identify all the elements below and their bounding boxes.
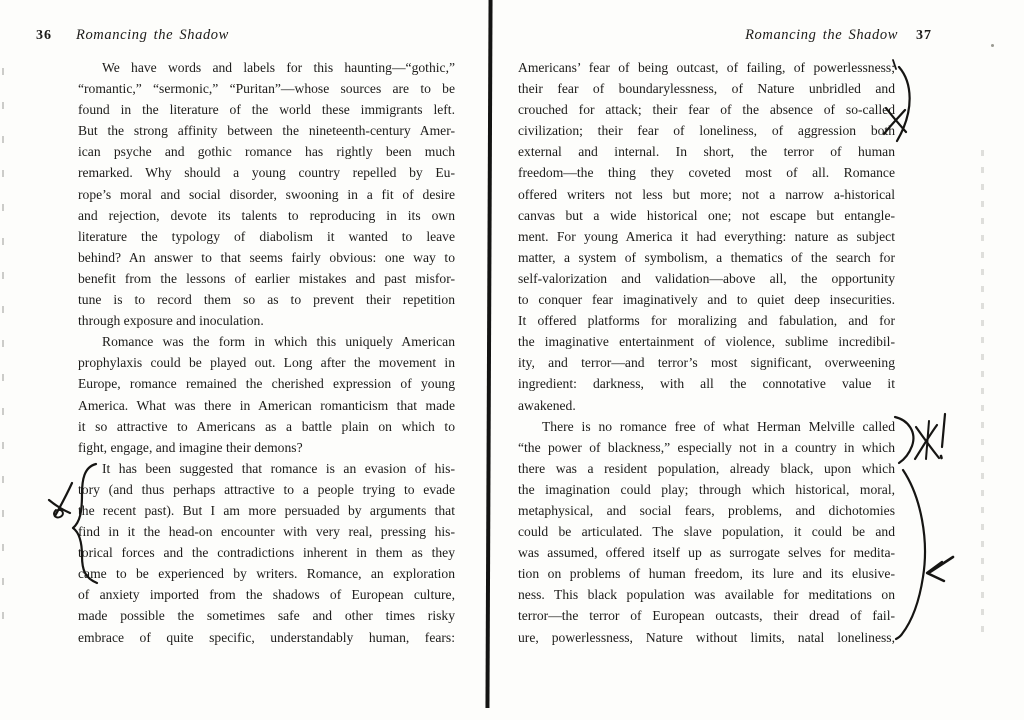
right-mid-x-annotation	[926, 421, 929, 459]
left-page-number: 36	[36, 28, 52, 43]
left-running-title: Romancing the Shadow	[76, 27, 229, 43]
text-line: through exposure and inoculation.	[78, 313, 264, 329]
text-line: It offered platforms for moralizing and fabulation, and for	[518, 313, 895, 329]
right-page-running-head	[745, 27, 932, 44]
right-top-paren-annotation	[897, 67, 910, 141]
text-line: and rejection, devote its talents to reproducing in its own	[78, 207, 455, 223]
text-line: Europe, romance remained the cherished expression of young	[78, 376, 455, 392]
text-line: Americans’ fear of being outcast, of failing, of powerlessness;	[518, 60, 895, 75]
text-line: embrace of quite specific, understandably human, fears:	[78, 629, 455, 645]
right-exclamation-annotation	[941, 456, 942, 458]
right-arrow-annotation	[927, 562, 944, 581]
right-mid-x-annotation	[915, 425, 937, 459]
left-page-running-head	[36, 27, 229, 44]
right-arrow-annotation	[930, 557, 953, 572]
text-line: the imaginative entertainment of violence, sublime incredibil-	[518, 334, 895, 350]
text-line: rope’s moral and social disorder, swooning in a fit of desire	[78, 186, 455, 202]
left-margin-x-annotation	[49, 500, 70, 513]
text-line: But the strong affinity between the nineteenth-century Amer-	[78, 123, 455, 139]
text-line: “romantic,” “sermonic,” “Puritan”—whose sources are to be	[78, 81, 455, 97]
text-line: terror—the terror of European outcasts, their dread of fail-	[518, 608, 895, 624]
text-line: Romance was the form in which this uniquely American	[102, 334, 455, 350]
text-line: freedom—the thing they coveted most of all. Romance	[518, 165, 895, 181]
text-line: awakened.	[518, 397, 576, 413]
text-line: external and internal. In short, the terror of human	[518, 144, 895, 160]
right-mid-brace-annotation	[895, 417, 913, 463]
text-line: civilization; their fear of loneliness, of aggression both	[518, 123, 895, 139]
text-line: their fear of boundarylessness, of Nature unbridled and	[518, 81, 895, 97]
text-line: benefit from the lessons of earlier mistakes and past misfor-	[78, 270, 455, 286]
right-exclamation-annotation	[942, 414, 945, 447]
text-line: We have words and labels for this haunting—“gothic,”	[102, 60, 455, 75]
left-margin-x-annotation	[55, 483, 72, 516]
text-line: ment. For young America it had everything: nature as subject	[518, 228, 895, 244]
text-line: it so attractive to Americans as a battle plain on which to	[78, 418, 455, 434]
text-line: metaphysical, and social fears, problems, and dichotomies	[518, 502, 895, 518]
text-line: tion on problems of human freedom, its lure and its elusive-	[518, 566, 895, 582]
left-margin-x-annotation	[54, 510, 63, 518]
text-line: remarked. Why should a young country repelled by Eu-	[78, 165, 455, 181]
text-line: self-valorization and validation—above all, the opportunity	[518, 270, 895, 286]
text-line: to conquer fear imaginatively and to quiet deep insecurities.	[518, 292, 895, 308]
text-line: It has been suggested that romance is an evasion of his-	[102, 460, 455, 476]
text-line: There is no romance free of what Herman Melville called	[542, 418, 895, 434]
text-line: the imagination could play; through which historical, moral,	[518, 481, 895, 497]
text-line: crouched for attack; their fear of the absence of so-called	[518, 102, 895, 118]
text-line: ness. This black population was available for meditations on	[518, 587, 895, 603]
right-page-number: 37	[916, 28, 932, 43]
text-line: matter, a system of symbolism, a thematics of the search for	[518, 249, 895, 265]
text-line: tory (and thus perhaps attractive to a people trying to evade	[78, 481, 455, 497]
text-line: made possible the sometimes safe and other times risky	[78, 608, 455, 624]
text-line: tune is to record them so as to prevent their repetition	[78, 292, 455, 308]
text-line: ican psyche and gothic romance has rightly been much	[78, 144, 455, 160]
text-line: could be articulated. The slave population, it could be and	[518, 524, 895, 540]
text-line: “the power of blackness,” especially not in a country in which	[518, 439, 895, 455]
scan-speckle-artifacts	[981, 150, 984, 642]
book-gutter-line	[485, 0, 492, 708]
text-line: offered writers not less but more; not a narrow a-historical	[518, 186, 895, 202]
right-running-title: Romancing the Shadow	[745, 27, 898, 43]
text-line: find in it the head-on encounter with very real, pressing his-	[78, 524, 455, 540]
text-line: literature the typology of diabolism it wanted to leave	[78, 228, 455, 244]
left-page-text-column	[78, 57, 455, 648]
text-line: behind? An answer to that seems fairly obvious: one way to	[78, 249, 455, 265]
right-long-paren-annotation	[896, 470, 925, 639]
scan-edge-artifacts	[2, 68, 4, 643]
text-line: came to be experienced by writers. Romance, an exploration	[78, 566, 455, 582]
text-line: America. What was there in American romanticism that made	[78, 397, 455, 413]
text-line: of anxiety imported from the shadows of European culture,	[78, 587, 455, 603]
right-page-text-column	[518, 57, 895, 648]
text-line: the recent past). But I am more persuaded by arguments that	[78, 502, 455, 518]
text-line: torical forces and the contradictions inherent in them as they	[78, 545, 455, 561]
text-line: ingredient: darkness, with all the connotative value it	[518, 376, 895, 392]
text-line: ure, powerlessness, Nature without limits, natal loneliness,	[518, 629, 895, 645]
text-line: there was a resident population, already black, upon which	[518, 460, 895, 476]
text-line: was assumed, offered itself up as surrogate selves for medita-	[518, 545, 895, 561]
text-line: ity, and terror—and terror’s most significant, overweening	[518, 355, 895, 371]
right-mid-x-annotation	[916, 427, 939, 458]
text-line: prophylaxis could be played out. Long after the movement in	[78, 355, 455, 371]
scan-speck	[991, 44, 994, 47]
text-line: canvas but a wide historical one; not escape but entangle-	[518, 207, 895, 223]
text-line: found in the literature of the world these immigrants left.	[78, 102, 455, 118]
text-line: fight, engage, and imagine their demons?	[78, 439, 303, 455]
